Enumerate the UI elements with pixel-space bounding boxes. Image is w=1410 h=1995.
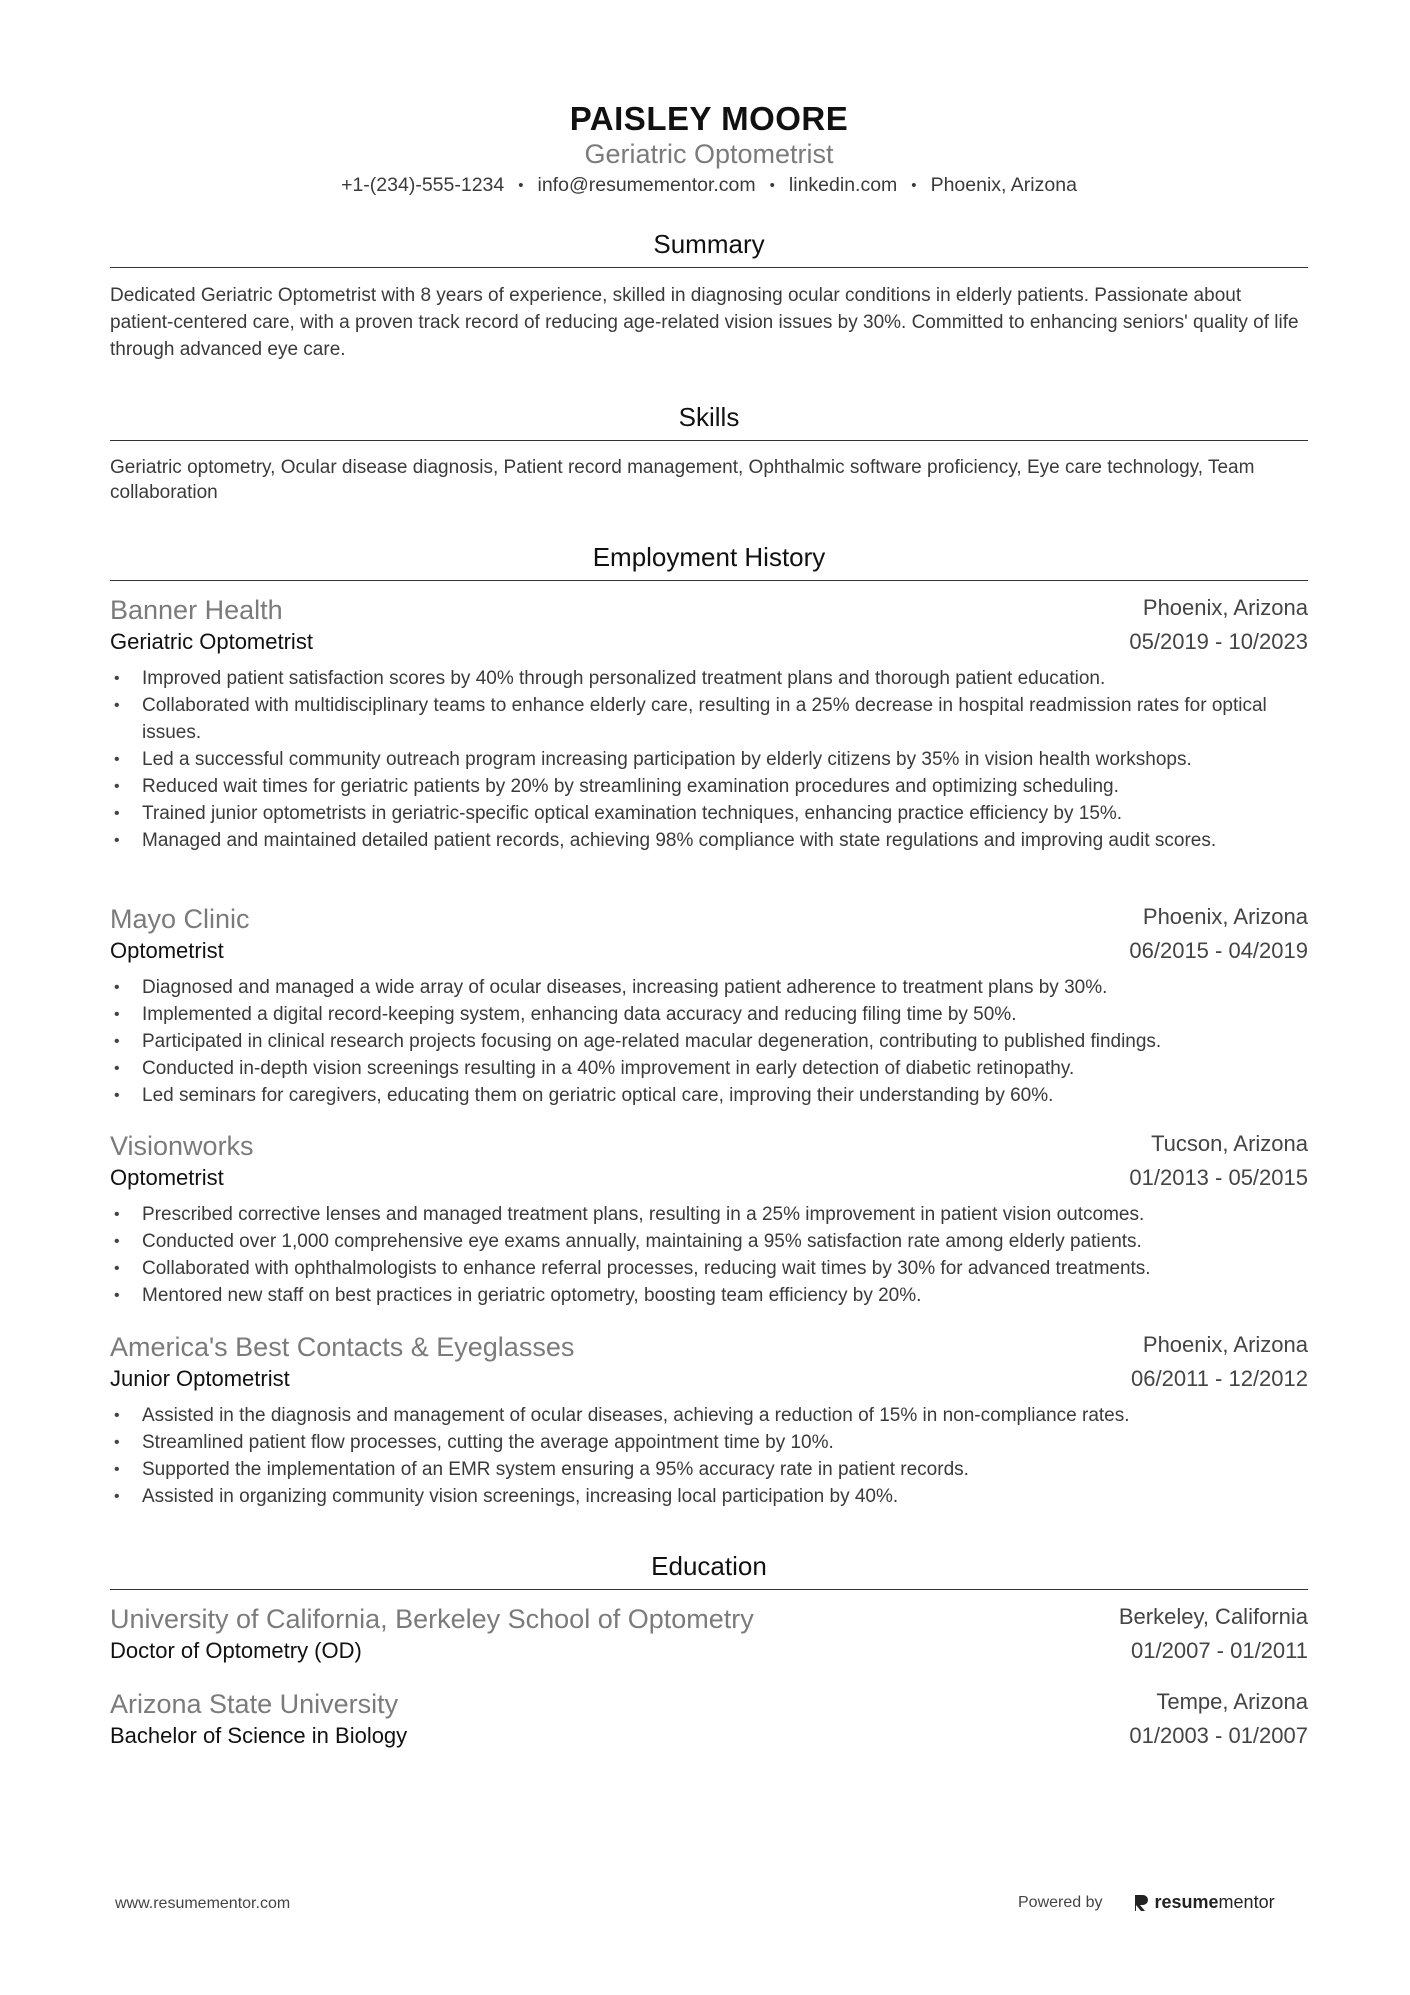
powered-by-label: Powered by xyxy=(1018,1893,1103,1911)
degree: Bachelor of Science in Biology xyxy=(110,1723,408,1748)
section-heading-skills: Skills xyxy=(110,402,1308,441)
brand-logo[interactable] xyxy=(1133,1892,1275,1913)
list-item: • Collaborated with ophthalmologists to enhance referral processes, reducing wait times by 30% for advanced treatments. xyxy=(110,1255,1308,1282)
education-dates: 01/2007 - 01/2011 xyxy=(1131,1638,1308,1663)
location: Phoenix, Arizona xyxy=(930,174,1077,196)
job-location: Phoenix, Arizona xyxy=(1142,904,1308,929)
education-dates: 01/2003 - 01/2007 xyxy=(1129,1723,1308,1748)
job-role: Geriatric Optometrist xyxy=(110,629,313,654)
separator-dot: • xyxy=(911,177,917,194)
list-item: • Trained junior optometrists in geriatric-specific optical examination techniques, enhancing practice efficiency by 15%. xyxy=(110,800,1308,827)
job-entry xyxy=(110,595,1308,854)
phone: +1-(234)-555-1234 xyxy=(341,174,505,196)
list-item: • Led seminars for caregivers, educating them on geriatric optical care, improving their understanding by 60%. xyxy=(110,1082,1308,1109)
school-location: Tempe, Arizona xyxy=(1156,1689,1308,1714)
summary-text: Dedicated Geriatric Optometrist with 8 years of experience, skilled in diagnosing ocular conditions in elderly patients. Passionate about patient-centered care, with a proven track record of reducing age-related vision issues by 30%. Committed to enhancing seniors' quality of life through advanced eye care. xyxy=(110,285,1299,360)
candidate-title: Geriatric Optometrist xyxy=(584,139,834,169)
education-entry xyxy=(110,1689,1308,1755)
section-heading-employment: Employment History xyxy=(110,542,1308,581)
list-item: • Reduced wait times for geriatric patients by 20% by streamlining examination procedures and optimizing scheduling. xyxy=(110,773,1308,800)
list-item: • Conducted over 1,000 comprehensive eye exams annually, maintaining a 95% satisfaction rate among elderly patients. xyxy=(110,1228,1308,1255)
linkedin-link[interactable]: linkedin.com xyxy=(788,174,898,196)
skills-text: Geriatric optometry, Ocular disease diagnosis, Patient record management, Ophthalmic software proficiency, Eye care technology, Team collaboration xyxy=(110,457,1255,503)
separator-dot: • xyxy=(518,177,524,194)
job-location: Tucson, Arizona xyxy=(1151,1131,1308,1156)
degree: Doctor of Optometry (OD) xyxy=(110,1638,362,1663)
list-item: • Diagnosed and managed a wide array of ocular diseases, increasing patient adherence to treatment plans by 30%. xyxy=(110,974,1308,1001)
list-item: • Conducted in-depth vision screenings resulting in a 40% improvement in early detection of diabetic retinopathy. xyxy=(110,1055,1308,1082)
list-item: • Managed and maintained detailed patient records, achieving 98% compliance with state regulations and improving audit scores. xyxy=(110,827,1308,854)
contact-line xyxy=(110,174,1308,197)
job-dates: 06/2011 - 12/2012 xyxy=(1131,1366,1308,1391)
resumementor-logo-icon xyxy=(1133,1893,1149,1913)
email-link[interactable]: info@resumementor.com xyxy=(537,174,756,196)
job-location: Phoenix, Arizona xyxy=(1142,595,1308,620)
job-role: Junior Optometrist xyxy=(110,1366,290,1391)
section-heading-summary: Summary xyxy=(110,229,1308,268)
footer-branding xyxy=(1018,1892,1275,1913)
company-name: Mayo Clinic xyxy=(110,904,250,934)
education-entry xyxy=(110,1604,1308,1670)
school-location: Berkeley, California xyxy=(1118,1604,1308,1629)
job-role: Optometrist xyxy=(110,1165,224,1190)
list-item: • Assisted in the diagnosis and management of ocular diseases, achieving a reduction of 15% in non-compliance rates. xyxy=(110,1402,1308,1429)
list-item: • Improved patient satisfaction scores by 40% through personalized treatment plans and thorough patient education. xyxy=(110,665,1308,692)
company-name: America's Best Contacts & Eyeglasses xyxy=(110,1332,575,1362)
list-item: • Led a successful community outreach program increasing participation by elderly citizens by 35% in vision health workshops. xyxy=(110,746,1308,773)
list-item: • Participated in clinical research projects focusing on age-related macular degeneration, contributing to published findings. xyxy=(110,1028,1308,1055)
list-item: • Streamlined patient flow processes, cutting the average appointment time by 10%. xyxy=(110,1429,1308,1456)
job-bullets xyxy=(110,1402,1308,1510)
list-item: • Supported the implementation of an EMR system ensuring a 95% accuracy rate in patient records. xyxy=(110,1456,1308,1483)
job-role: Optometrist xyxy=(110,938,224,963)
company-name: Banner Health xyxy=(110,595,283,625)
job-bullets xyxy=(110,665,1308,854)
job-entry xyxy=(110,1131,1308,1309)
job-bullets xyxy=(110,1201,1308,1309)
list-item: • Implemented a digital record-keeping system, enhancing data accuracy and reducing filing time by 50%. xyxy=(110,1001,1308,1028)
brand-name-light: mentor xyxy=(1218,1892,1275,1912)
job-entry xyxy=(110,1332,1308,1510)
list-item: • Assisted in organizing community vision screenings, increasing local participation by 40%. xyxy=(110,1483,1308,1510)
section-heading-education: Education xyxy=(110,1551,1308,1590)
list-item: • Collaborated with multidisciplinary teams to enhance elderly care, resulting in a 25% decrease in hospital readmission rates for optical issues. xyxy=(110,692,1308,746)
job-location: Phoenix, Arizona xyxy=(1142,1332,1308,1357)
job-dates: 05/2019 - 10/2023 xyxy=(1129,629,1308,654)
job-dates: 06/2015 - 04/2019 xyxy=(1129,938,1308,963)
job-entry xyxy=(110,904,1308,1109)
separator-dot: • xyxy=(769,177,775,194)
list-item: • Mentored new staff on best practices in geriatric optometry, boosting team efficiency by 20%. xyxy=(110,1282,1308,1309)
list-item: • Prescribed corrective lenses and managed treatment plans, resulting in a 25% improvement in patient vision outcomes. xyxy=(110,1201,1308,1228)
candidate-name: PAISLEY MOORE xyxy=(569,100,849,137)
school-name: Arizona State University xyxy=(110,1689,399,1719)
school-name: University of California, Berkeley School of Optometry xyxy=(110,1604,754,1634)
company-name: Visionworks xyxy=(110,1131,254,1161)
footer-website-link[interactable]: www.resumementor.com xyxy=(115,1895,291,1912)
job-bullets xyxy=(110,974,1308,1109)
brand-name-bold: resume xyxy=(1154,1892,1219,1912)
job-dates: 01/2013 - 05/2015 xyxy=(1129,1165,1308,1190)
